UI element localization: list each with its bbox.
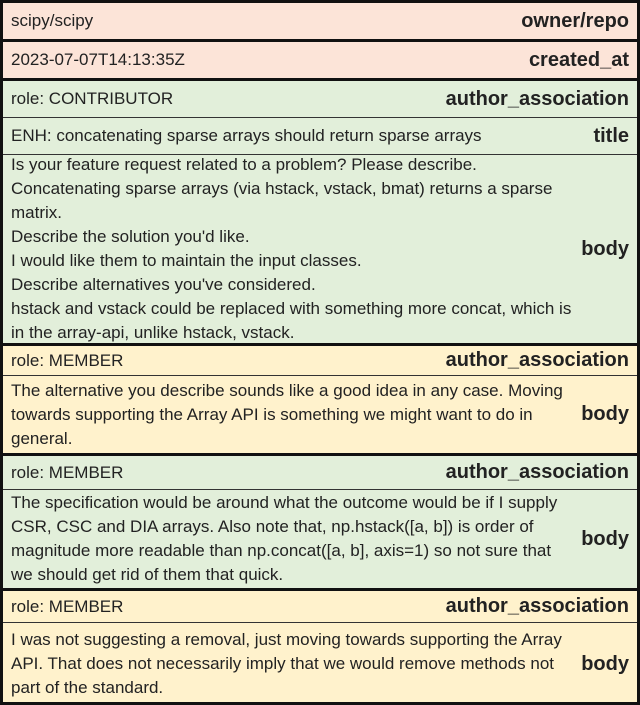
issue-title-row	[3, 118, 637, 155]
comment-role: role: MEMBER	[11, 350, 124, 370]
comment-role: role: MEMBER	[11, 596, 124, 616]
author-association-label: author_association	[445, 595, 629, 617]
issue-body-row	[3, 155, 637, 343]
body-label: body	[581, 237, 629, 260]
comment-role-row	[3, 346, 637, 376]
body-label: body	[581, 652, 629, 675]
author-association-label: author_association	[445, 349, 629, 371]
comment-body-row	[3, 376, 637, 453]
comment-body: I was not suggesting a removal, just moving towards supporting the Array API. That does not necessarily imply that we would remove methods not part of the standard.	[11, 630, 562, 697]
comment-group	[3, 346, 637, 456]
comment-body: The specification would be around what the outcome would be if I supply CSR, CSC and DIA arrays. Also note that, np.hstack([a, b]) is order of magnitude more readable than np.concat([a, b], axis=1) so not sure that we should get rid of them that quick.	[11, 493, 558, 584]
comment-body-row	[3, 623, 637, 705]
created-at-label: created_at	[528, 48, 629, 71]
comment-group	[3, 456, 637, 591]
owner-repo-row	[3, 3, 637, 39]
body-label: body	[581, 527, 629, 550]
comment-group	[3, 591, 637, 705]
comment-role-row	[3, 456, 637, 490]
issue-body: Is your feature request related to a problem? Please describe. Concatenating sparse arrays (via hstack, vstack, bmat) returns a sparse matrix. Describe the solution you'd like. I would like them to maintain the input classes. Describe alternatives you've considered. hstack and vstack could be replaced with something more concat, which is in the array-api, unlike hstack, vstack.	[11, 155, 572, 342]
issue-role: role: CONTRIBUTOR	[11, 89, 174, 108]
body-label: body	[581, 403, 629, 425]
comment-body: The alternative you describe sounds like a good idea in any case. Moving towards supporting the Array API is something we might want to do in general.	[11, 380, 563, 448]
issue-role-row	[3, 81, 637, 118]
title-label: title	[593, 124, 629, 147]
comment-role: role: MEMBER	[11, 462, 124, 482]
created-at-value: 2023-07-07T14:13:35Z	[11, 50, 185, 69]
owner-repo-value: scipy/scipy	[11, 11, 94, 30]
comment-role-row	[3, 591, 637, 623]
author-association-label: author_association	[445, 461, 629, 483]
issue-title: ENH: concatenating sparse arrays should return sparse arrays	[11, 126, 482, 145]
author-association-label: author_association	[445, 87, 629, 110]
repo-group	[3, 3, 637, 42]
issue-group	[3, 81, 637, 346]
comment-body-row	[3, 490, 637, 588]
created-group	[3, 42, 637, 81]
created-at-row	[3, 42, 637, 78]
owner-repo-label: owner/repo	[521, 9, 629, 32]
